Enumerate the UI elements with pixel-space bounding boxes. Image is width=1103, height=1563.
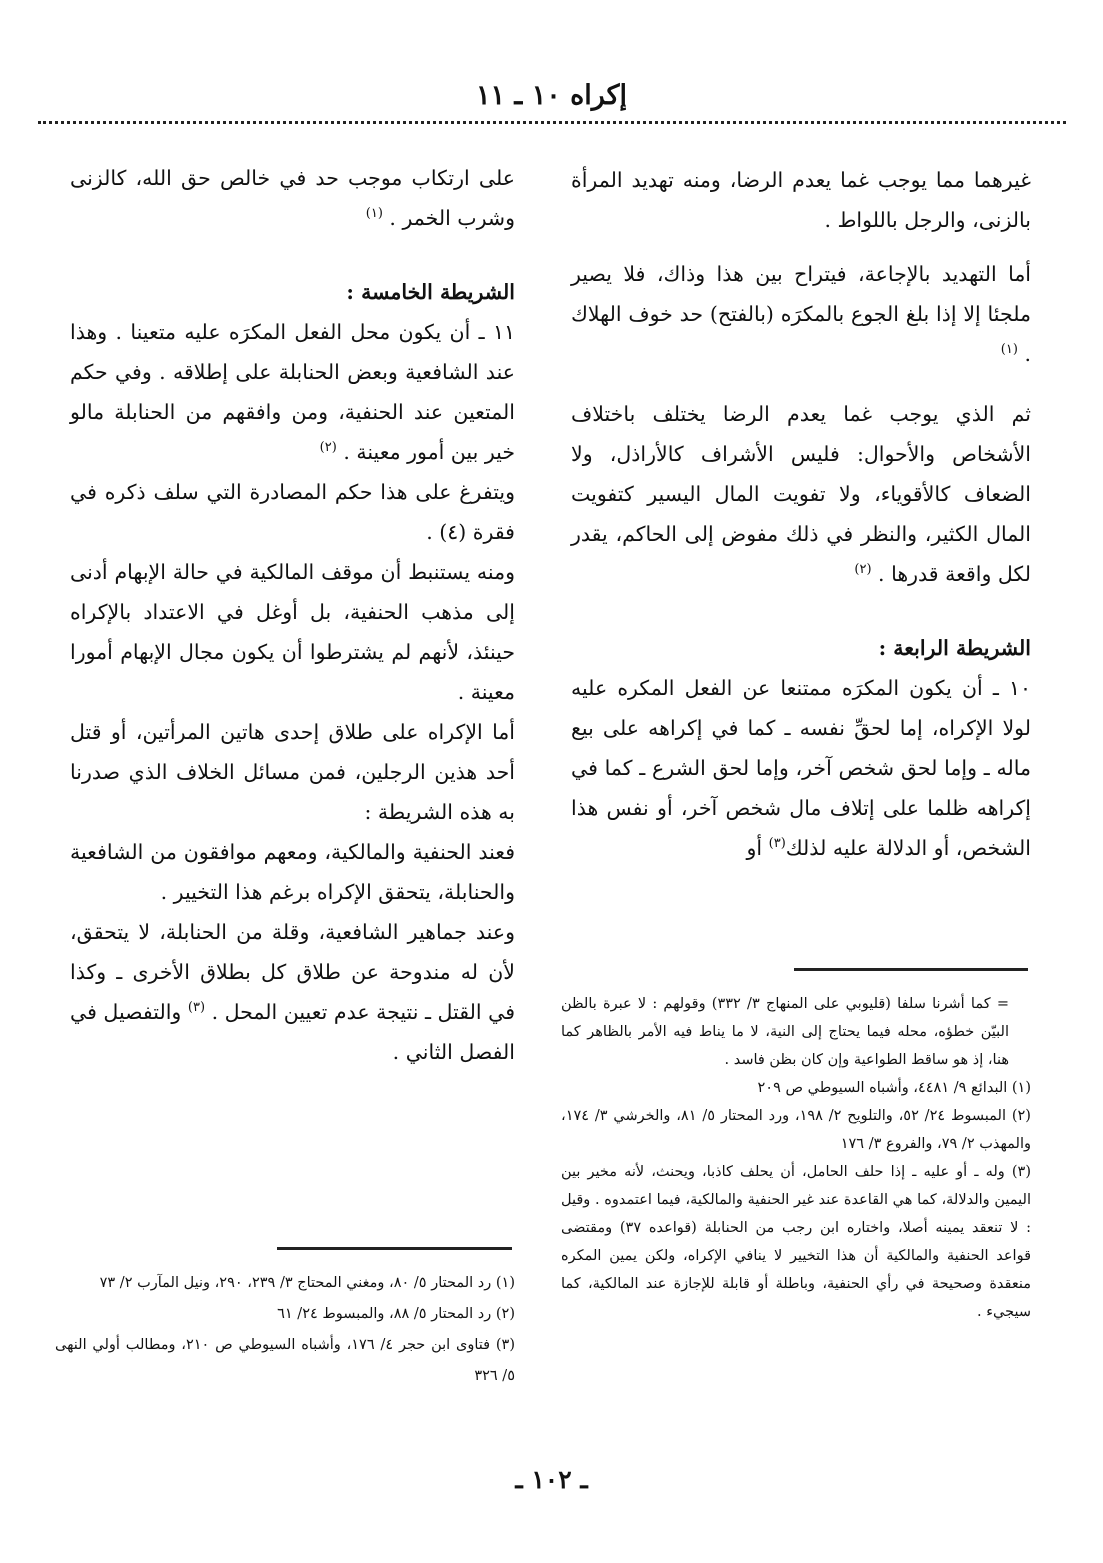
footnote: (٣) فتاوى ابن حجر ٤/ ١٧٦، وأشباه السيوطي ص ٢١٠، ومطالب أولي النهى ٥/ ٣٢٦ [55,1337,516,1384]
footnote-reference: (١) [1000,342,1018,358]
paragraph: أما التهديد بالإجاعة، فيتراح بين هذا وذاك، فلا يصير ملجئا إلا إذا بلغ الجوع بالمكرَه (بالفتح) حد خوف الهلاك . $^{(١)}$ [571,262,1031,366]
footnote: (١) البدائع ٩/ ٤٤٨١، وأشباه السيوطي ص ٢٠٩ [757,1080,1031,1096]
footnote-divider [277,1247,512,1250]
footnote-reference: (٢) [319,440,337,456]
paragraph: ثم الذي يوجب غما يعدم الرضا يختلف باختلاف الأشخاص والأحوال: فليس الأشراف كالأراذل، ولا الضعاف كالأقوياء، ولا تفويت المال اليسير كتفويت المال الكثير، والنظر في ذلك مفوض إلى الحاكم، يقدر لكل واقعة قدرها . $^{(٢)}$ [571,402,1031,586]
left-column [70,158,515,1072]
paragraph: ويتفرغ على هذا حكم المصادرة التي سلف ذكره في فقرة (٤) . [70,480,515,544]
footnote-reference: (٢) [854,562,872,578]
footnote-divider [794,968,1028,971]
section-heading: الشريطة الخامسة : [346,280,515,304]
paragraph: ١١ ـ أن يكون محل الفعل المكرَه عليه متعينا . وهذا عند الشافعية وبعض الحنابلة على إطلاقه . وفي حكم المتعين عند الحنفية، ومن وافقهم من الحنابلة مالو خير بين أمور معينة . $^{(٢)}$ [70,320,515,464]
paragraph: وعند جماهير الشافعية، وقلة من الحنابلة، لا يتحقق، لأن له مندوحة عن طلاق كل بطلاق الأخرى ـ وكذا في القتل ـ نتيجة عدم تعيين المحل . $^{(٣)}$ والتفصيل في الفصل الثاني . [70,920,515,1064]
paragraph: على ارتكاب موجب حد في خالص حق الله، كالزنى وشرب الخمر . $^{(١)}$ [70,166,515,230]
footnote-reference: (١) [365,206,383,222]
footnote: (٢) رد المحتار ٥/ ٨٨، والمبسوط ٢٤/ ٦١ [277,1306,515,1322]
footnote-continuation: = كما أشرنا سلفا (قليوبي على المنهاج ٣/ ٣٣٢) وقولهم : لا عبرة بالظن البيّن خطؤه، محله فيما يحتاج إلى النية، لا ما يناط فيه الأمر بالظاهر كما هنا، إذ هو ساقط الطواعية وإن كان بظن فاسد . [561,996,1009,1068]
page-header-title: إكراه ١٠ ـ ١١ [475,80,628,111]
footnote: (٣) وله ـ أو عليه ـ إذا حلف الحامل، أن يحلف كاذبا، ويحنث، لأنه مخير بين اليمين والدلالة، كما هي القاعدة عند غير الحنفية والمالكية، فيما اعتمدوه . وقيل : لا تنعقد يمينه أصلا، واختاره ابن رجب من الحنابلة (قواعده ٣٧) ومقتضى قواعد الحنفية والمالكية أن هذا التخيير لا ينافي الإكراه، ولكن يمين المكره منعقدة وصحيحة في رأي الحنفية، وباطلة أو قابلة للإجازة عند المالكية، كما سيجيء . [561,1164,1032,1320]
footnote: (١) رد المحتار ٥/ ٨٠، ومغني المحتاج ٣/ ٢٣٩، ٢٩٠، ونيل المآرب ٢/ ٧٣ [99,1275,515,1291]
footnotes-left [55,1268,515,1392]
paragraph: أما الإكراه على طلاق إحدى هاتين المرأتين، أو قتل أحد هذين الرجلين، فمن مسائل الخلاف الذي صدرنا به هذه الشريطة : [70,720,515,824]
footnote: (٢) المبسوط ٢٤/ ٥٢، والتلويح ٢/ ١٩٨، ورد المحتار ٥/ ٨١، والخرشي ٣/ ١٧٤، والمهذب ٢/ ٧٩، والفروع ٣/ ١٧٦ [561,1108,1031,1152]
paragraph: غيرهما مما يوجب غما يعدم الرضا، ومنه تهديد المرأة بالزنى، والرجل باللواط . [571,168,1031,232]
paragraph: ١٠ ـ أن يكون المكرَه ممتنعا عن الفعل المكره عليه لولا الإكراه، إما لحقِّ نفسه ـ كما في إكراهه على بيع ماله ـ وإما لحق شخص آخر، وإما لحق الشرع ـ كما في إكراهه ظلما على إتلاف مال شخص آخر، أو نفس هذا الشخص، أو الدلالة عليه لذلك$^{(٣)}$ أو [571,676,1031,860]
section-heading: الشريطة الرابعة : [878,636,1031,660]
paragraph: فعند الحنفية والمالكية، ومعهم موافقون من الشافعية والحنابلة، يتحقق الإكراه برغم هذا التخيير . [70,840,515,904]
footnote-reference: (٣) [768,836,786,852]
paragraph: ومنه يستنبط أن موقف المالكية في حالة الإبهام أدنى إلى مذهب الحنفية، بل أوغل في الاعتداد بالإكراه حينئذ، لأنهم لم يشترطوا أن يكون مجال الإبهام أمورا معينة . [70,560,515,704]
footnotes-right [561,990,1031,1326]
page-number: ـ ١٠٢ ـ [515,1465,588,1494]
header-dotted-rule [38,121,1066,124]
footnote-reference: (٣) [187,1000,206,1016]
right-column [571,160,1031,868]
